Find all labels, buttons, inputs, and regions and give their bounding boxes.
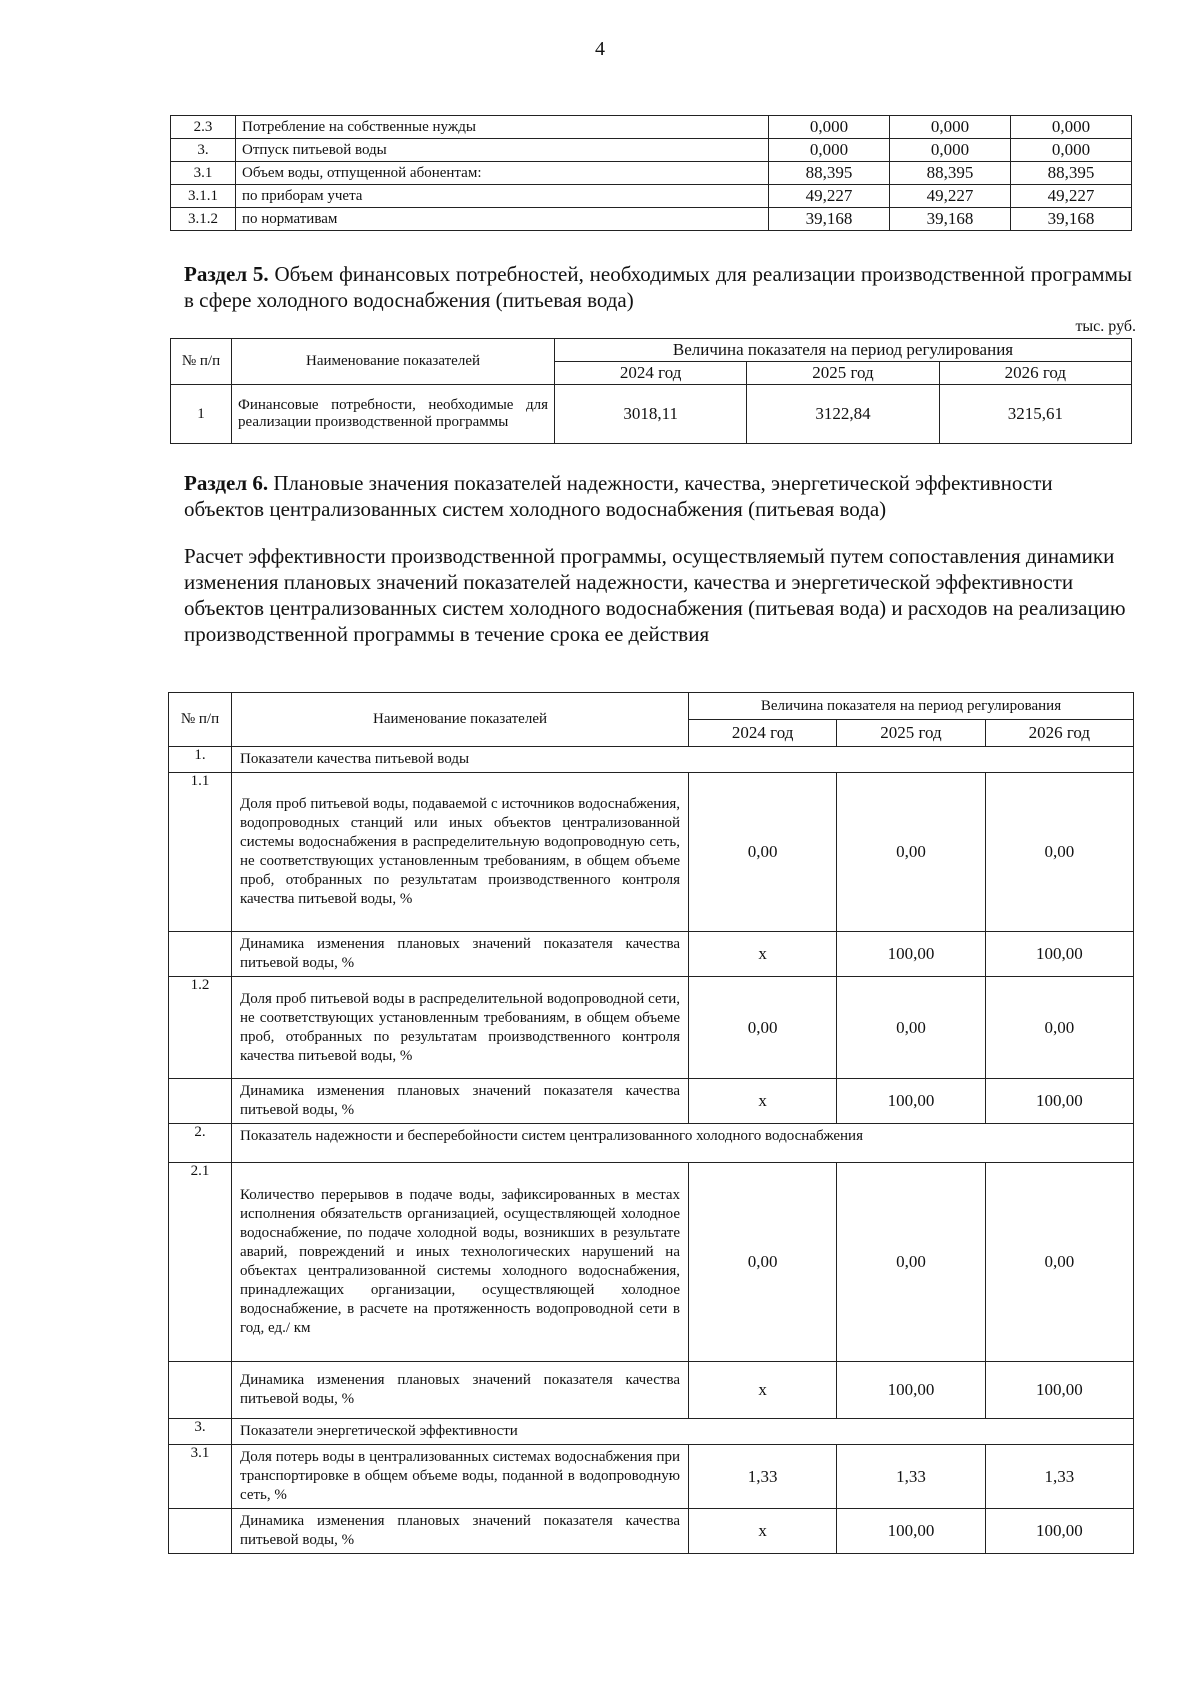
section6-description: Расчет эффективности производственной программы, осуществляемый путем сопоставления динамики изменения плановых значений показателей надежности, качества и энергетической эффективности объектов централизованных систем холодного водоснабжения (питьевая вода) и расходов на реализацию производственной программы в течение срока ее действия xyxy=(184,544,1126,646)
table-row xyxy=(169,932,1134,977)
value-2025: 3122,84 xyxy=(747,385,939,444)
row-name: Динамика изменения плановых значений показателя качества питьевой воды, % xyxy=(232,1079,689,1124)
value-2026: 39,168 xyxy=(1011,208,1132,231)
value-2024: 0,00 xyxy=(689,773,837,932)
column-header-year: 2024 год xyxy=(555,362,747,385)
units-label: тыс. руб. xyxy=(1075,318,1136,335)
column-header-year: 2025 год xyxy=(837,720,985,747)
column-header-year: 2026 год xyxy=(985,720,1133,747)
value-2025: 100,00 xyxy=(837,1362,985,1419)
row-name: Финансовые потребности, необходимые для реализации производственной программы xyxy=(232,385,555,444)
value-2025: 100,00 xyxy=(837,1509,985,1554)
row-number: 1 xyxy=(171,385,232,444)
row-name: Динамика изменения плановых значений показателя качества питьевой воды, % xyxy=(232,1509,689,1554)
value-2024: х xyxy=(689,932,837,977)
value-2024: х xyxy=(689,1079,837,1124)
row-number xyxy=(169,1509,232,1554)
table-row xyxy=(171,139,1132,162)
section6-title: Плановые значения показателей надежности, качества, энергетической эффективности объектов централизованных систем холодного водоснабжения (питьевая вода) xyxy=(184,471,1053,521)
row-name: Динамика изменения плановых значений показателя качества питьевой воды, % xyxy=(232,932,689,977)
value-2025: 0,000 xyxy=(890,116,1011,139)
table-row xyxy=(169,1509,1134,1554)
row-number: 3.1 xyxy=(171,162,236,185)
section6-heading xyxy=(184,470,1132,522)
column-header-number: № п/п xyxy=(169,693,232,747)
value-2026: 0,00 xyxy=(985,977,1133,1079)
value-2024: 3018,11 xyxy=(555,385,747,444)
value-2025: 0,000 xyxy=(890,139,1011,162)
value-2025: 0,00 xyxy=(837,977,985,1079)
column-header-number: № п/п xyxy=(171,339,232,385)
table-row xyxy=(171,116,1132,139)
table-row xyxy=(169,1445,1134,1509)
group-row xyxy=(169,1419,1134,1445)
group-row xyxy=(169,1124,1134,1163)
value-2026: 100,00 xyxy=(985,1079,1133,1124)
value-2026: 100,00 xyxy=(985,932,1133,977)
value-2026: 0,00 xyxy=(985,773,1133,932)
row-number: 3.1.1 xyxy=(171,185,236,208)
value-2025: 49,227 xyxy=(890,185,1011,208)
row-number: 3.1 xyxy=(169,1445,232,1509)
row-name: Объем воды, отпущенной абонентам: xyxy=(236,162,769,185)
value-2026: 88,395 xyxy=(1011,162,1132,185)
row-number: 1.1 xyxy=(169,773,232,932)
row-number: 1.2 xyxy=(169,977,232,1079)
value-2024: 0,000 xyxy=(769,139,890,162)
row-name: по нормативам xyxy=(236,208,769,231)
section5-table xyxy=(170,338,1132,444)
row-name: Отпуск питьевой воды xyxy=(236,139,769,162)
column-header-year: 2024 год xyxy=(689,720,837,747)
row-number: 3.1.2 xyxy=(171,208,236,231)
section6-table xyxy=(168,692,1134,1554)
value-2024: 0,00 xyxy=(689,1163,837,1362)
value-2026: 0,000 xyxy=(1011,139,1132,162)
value-2026: 49,227 xyxy=(1011,185,1132,208)
value-2024: 39,168 xyxy=(769,208,890,231)
value-2024: х xyxy=(689,1362,837,1419)
section5-label: Раздел 5. xyxy=(184,262,269,286)
group-title: Показатели энергетической эффективности xyxy=(232,1419,1134,1445)
value-2025: 100,00 xyxy=(837,1079,985,1124)
value-2025: 100,00 xyxy=(837,932,985,977)
value-2024: 88,395 xyxy=(769,162,890,185)
value-2024: 1,33 xyxy=(689,1445,837,1509)
table-row xyxy=(169,1163,1134,1362)
value-2025: 1,33 xyxy=(837,1445,985,1509)
section5-heading xyxy=(184,261,1132,313)
value-2025: 0,00 xyxy=(837,773,985,932)
group-number: 1. xyxy=(169,747,232,773)
value-2026: 1,33 xyxy=(985,1445,1133,1509)
value-2026: 100,00 xyxy=(985,1509,1133,1554)
value-2026: 100,00 xyxy=(985,1362,1133,1419)
row-name: Количество перерывов в подаче воды, зафиксированных в местах исполнения обязательств организацией, осуществляющей холодное водоснабжение, по подаче холодной воды, возникших в результате аварий, повреждений и иных технологических нарушений на объектах централизованной системы холодного водоснабжения, принадлежащих организации, осуществляющей холодное водоснабжение, в расчете на протяженность водопроводной сети в год, ед./ км xyxy=(232,1163,689,1362)
section5-title: Объем финансовых потребностей, необходимых для реализации производственной программы в сфере холодного водоснабжения (питьевая вода) xyxy=(184,262,1132,312)
value-2024: х xyxy=(689,1509,837,1554)
column-header-period: Величина показателя на период регулирования xyxy=(555,339,1132,362)
row-number: 2.3 xyxy=(171,116,236,139)
table-row xyxy=(171,185,1132,208)
row-number: 3. xyxy=(171,139,236,162)
table-row xyxy=(169,1362,1134,1419)
group-title: Показатель надежности и бесперебойности систем централизованного холодного водоснабжения xyxy=(232,1124,1134,1163)
column-header-name: Наименование показателей xyxy=(232,693,689,747)
row-name: Доля потерь воды в централизованных системах водоснабжения при транспортировке в общем объеме воды, поданной в водопроводную сеть, % xyxy=(232,1445,689,1509)
value-2025: 39,168 xyxy=(890,208,1011,231)
group-number: 3. xyxy=(169,1419,232,1445)
column-header-year: 2025 год xyxy=(747,362,939,385)
value-2024: 49,227 xyxy=(769,185,890,208)
header-row xyxy=(169,693,1134,720)
section6-label: Раздел 6. xyxy=(184,471,269,495)
column-header-year: 2026 год xyxy=(939,362,1131,385)
table-row xyxy=(171,385,1132,444)
table-row xyxy=(169,773,1134,932)
table-row xyxy=(169,1079,1134,1124)
row-name: по приборам учета xyxy=(236,185,769,208)
top-table xyxy=(170,115,1132,231)
row-number xyxy=(169,932,232,977)
value-2026: 0,00 xyxy=(985,1163,1133,1362)
column-header-name: Наименование показателей xyxy=(232,339,555,385)
group-number: 2. xyxy=(169,1124,232,1163)
group-row xyxy=(169,747,1134,773)
row-number xyxy=(169,1362,232,1419)
value-2026: 0,000 xyxy=(1011,116,1132,139)
value-2026: 3215,61 xyxy=(939,385,1131,444)
value-2025: 0,00 xyxy=(837,1163,985,1362)
value-2024: 0,000 xyxy=(769,116,890,139)
row-name: Доля проб питьевой воды, подаваемой с источников водоснабжения, водопроводных станций или иных объектов централизованной системы водоснабжения в распределительную водопроводную сеть, не соответствующих установленным требованиям, в общем объеме проб, отобранных по результатам производственного контроля качества питьевой воды, % xyxy=(232,773,689,932)
row-name: Доля проб питьевой воды в распределительной водопроводной сети, не соответствующих установленным требованиям, в общем объеме проб, отобранных по результатам производственного контроля качества питьевой воды, % xyxy=(232,977,689,1079)
value-2025: 88,395 xyxy=(890,162,1011,185)
row-number: 2.1 xyxy=(169,1163,232,1362)
table-row xyxy=(171,162,1132,185)
group-title: Показатели качества питьевой воды xyxy=(232,747,1134,773)
row-number xyxy=(169,1079,232,1124)
page-number: 4 xyxy=(595,38,605,60)
header-row xyxy=(171,339,1132,362)
row-name: Динамика изменения плановых значений показателя качества питьевой воды, % xyxy=(232,1362,689,1419)
column-header-period: Величина показателя на период регулирования xyxy=(689,693,1134,720)
table-row xyxy=(169,977,1134,1079)
table-row xyxy=(171,208,1132,231)
row-name: Потребление на собственные нужды xyxy=(236,116,769,139)
value-2024: 0,00 xyxy=(689,977,837,1079)
